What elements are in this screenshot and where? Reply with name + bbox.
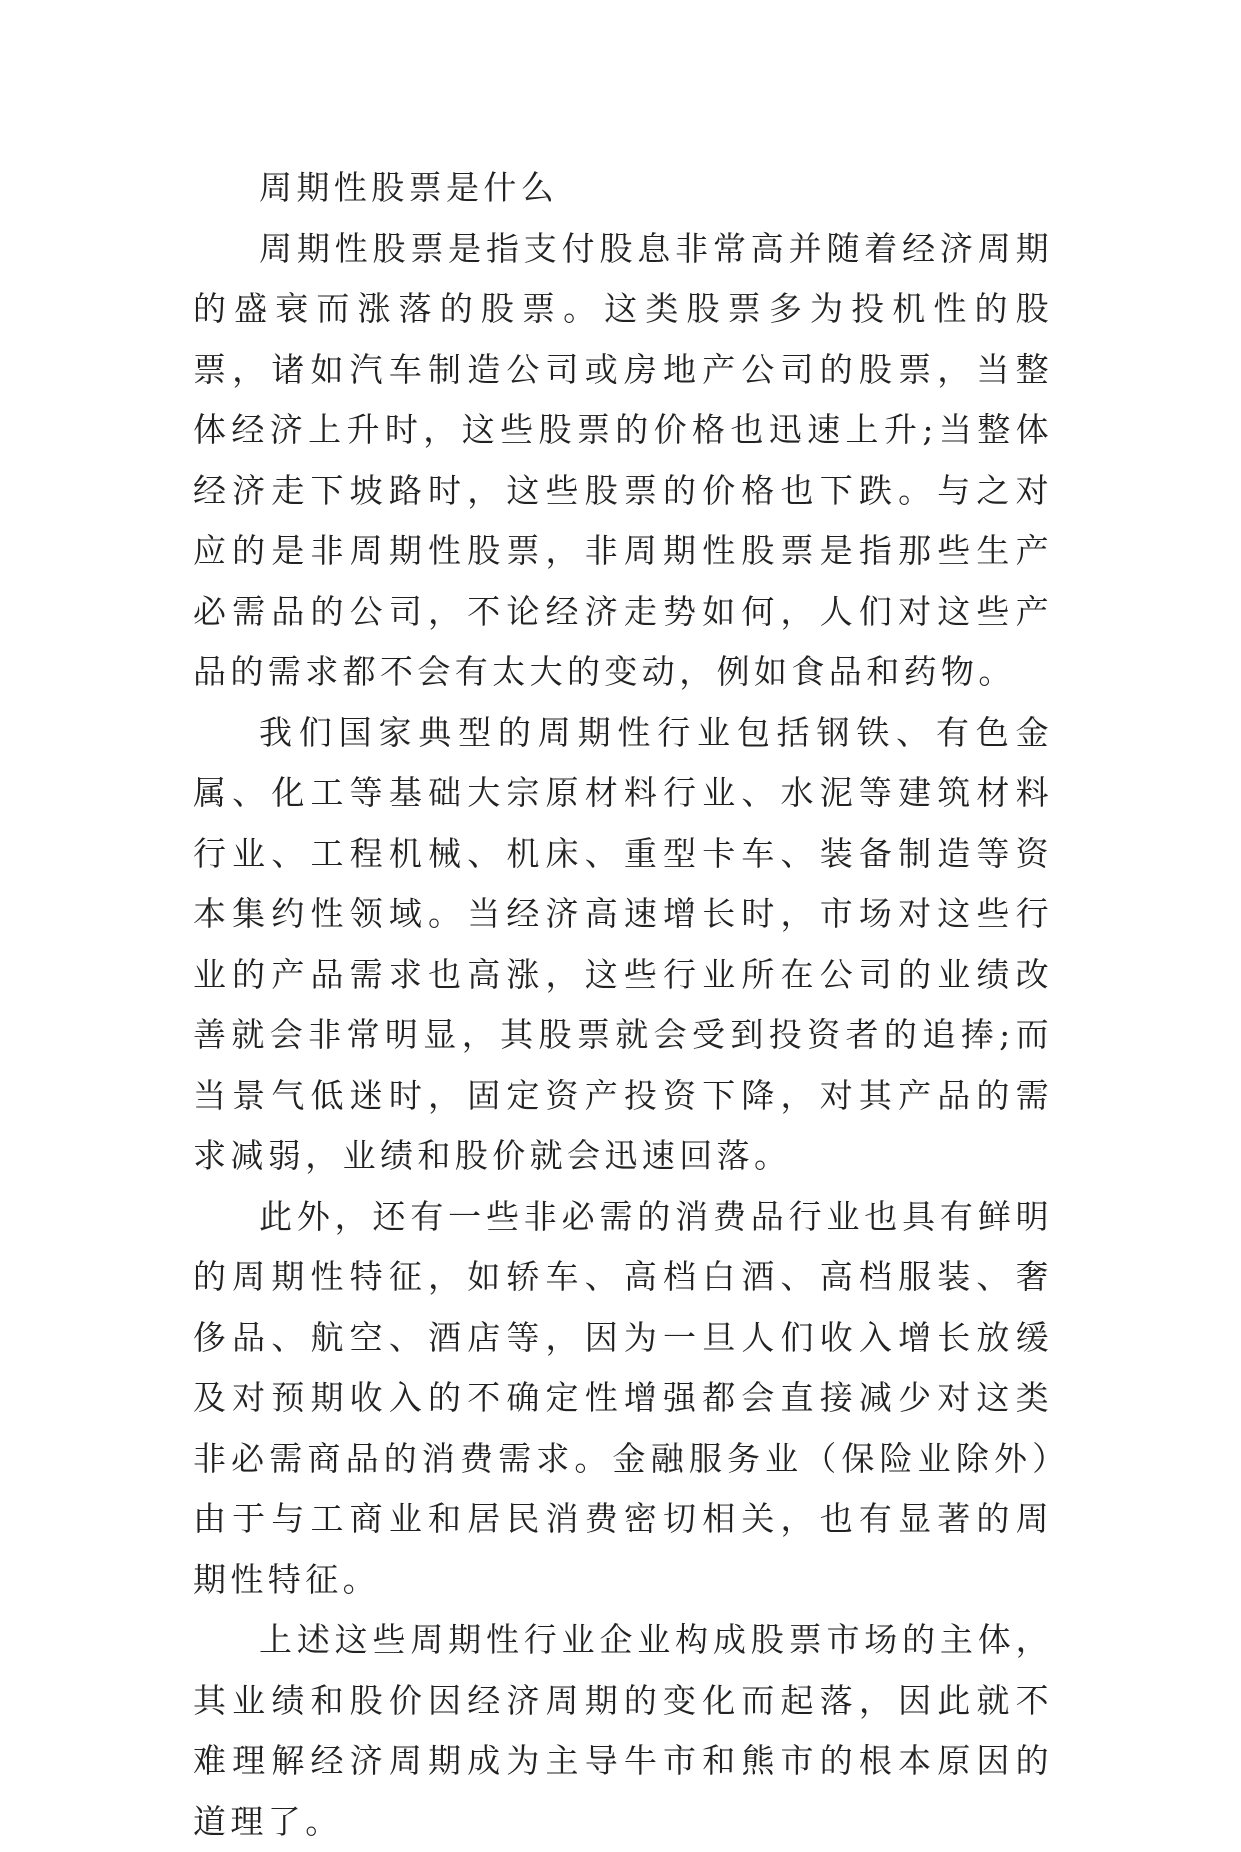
document-title: 周期性股票是什么 <box>259 168 559 207</box>
paragraph-3: 此外，还有一些非必需的消费品行业也具有鲜明的周期性特征，如轿车、高档白酒、高档服装、奢侈品、航空、酒店等，因为一旦人们收入增长放缓及对预期收入的不确定性增强都会直接减少对这类非必需商品的消费需求。金融服务业（保险业除外）由于与工商业和居民消费密切相关，也有显著的周期性特征。 <box>193 1196 1053 1599</box>
document-body <box>193 158 1053 1852</box>
paragraph-4: 上述这些周期性行业企业构成股票市场的主体，其业绩和股价因经济周期的变化而起落，因此就不难理解经济周期成为主导牛市和熊市的根本原因的道理了。 <box>193 1620 1053 1841</box>
paragraph-2: 我们国家典型的周期性行业包括钢铁、有色金属、化工等基础大宗原材料行业、水泥等建筑材料行业、工程机械、机床、重型卡车、装备制造等资本集约性领域。当经济高速增长时，市场对这些行业的产品需求也高涨，这些行业所在公司的业绩改善就会非常明显，其股票就会受到投资者的追捧;而当景气低迷时，固定资产投资下降，对其产品的需求减弱，业绩和股价就会迅速回落。 <box>193 712 1053 1175</box>
paragraph-1: 周期性股票是指支付股息非常高并随着经济周期的盛衰而涨落的股票。这类股票多为投机性的股票，诸如汽车制造公司或房地产公司的股票，当整体经济上升时，这些股票的价格也迅速上升;当整体经济走下坡路时，这些股票的价格也下跌。与之对应的是非周期性股票，非周期性股票是指那些生产必需品的公司，不论经济走势如何，人们对这些产品的需求都不会有太大的变动，例如食品和药物。 <box>193 228 1053 691</box>
